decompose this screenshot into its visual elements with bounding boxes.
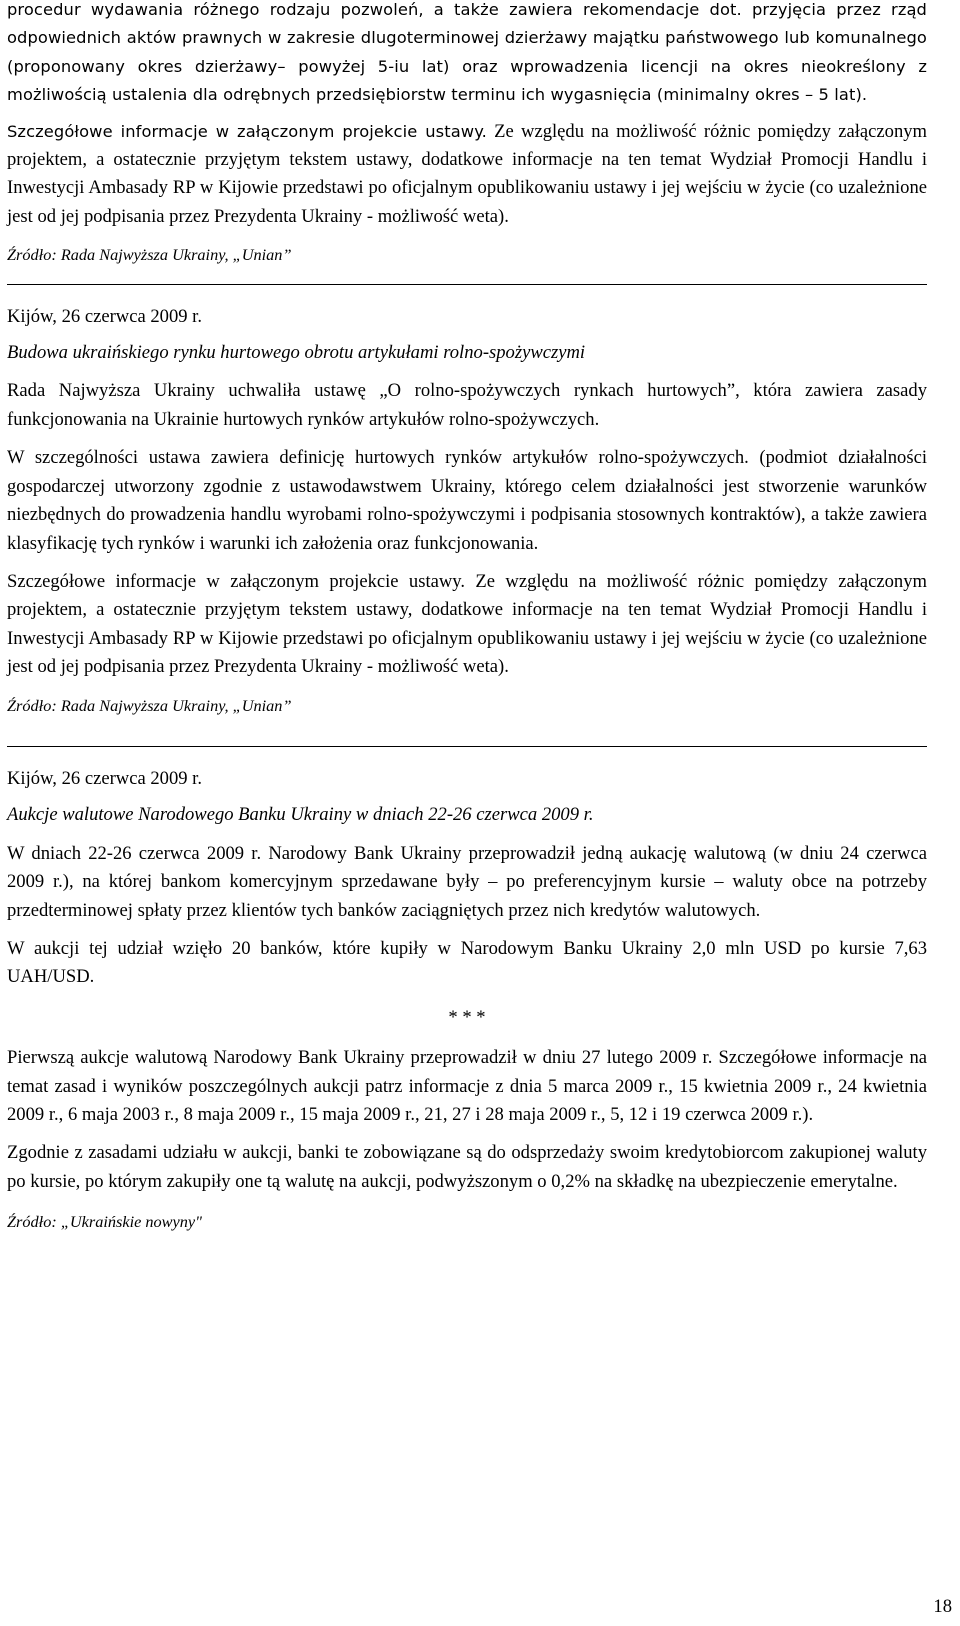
- article-date: Kijów, 26 czerwca 2009 r.: [7, 305, 202, 327]
- article-title: Budowa ukraińskiego rynku hurtowego obrotu artykułami rolno-spożywczymi: [7, 342, 586, 364]
- article-paragraph: Rada Najwyższa Ukrainy uchwaliła ustawę „O rolno-spożywczych rynkach hurtowych”, która zawiera zasady funkcjonowania na Ukrainie hurtowych rynków artykułów rolno-spożywczych.: [7, 380, 927, 430]
- paragraph-continuation: procedur wydawania różnego rodzaju pozwoleń, a także zawiera rekomendacje dot. przyjęcia przez rząd odpowiednich aktów prawnych w zakresie dlugoterminowej dzierżawy majątku państwowego lub komunalnego (proponowany okres dzierżawy– powyżej 5-iu lat) oraz wprowadzenia licencji na okres nieokreślony z możliwością ustalenia dla odrębnych przedsiębiorstw terminu ich wygasnięcia (minimalny okres – 5 lat).: [7, 0, 927, 105]
- section-divider: [7, 284, 927, 285]
- details-note-serif: Ze względu na możliwość różnic pomiędzy załączonym projektem, a ostatecznie przyjętym tekstem ustawy, dodatkowe informacje na ten temat Wydział Promocji Handlu i Inwestycji Ambasady RP w Kijowie przedstawi po oficjalnym opublikowaniu ustawy i jej wejściu w życie (co uzależnione jest od jej podpisania przez Prezydenta Ukrainy - możliwość weta).: [7, 120, 927, 227]
- paragraph-details-note: [7, 118, 927, 232]
- article-paragraph: W szczególności ustawa zawiera definicję hurtowych rynków artykułów rolno-spożywczych. (podmiot działalności gospodarczej utworzony zgodnie z ustawodawstwem Ukrainy, którego celem działalności jest stworzenie warunków niezbędnych do prowadzenia handlu wyrobami rolno-spożywczymi i podpisania stosownych kontraktów), a także zawiera klasyfikację tych rynków i warunki ich założenia oraz funkcjonowania.: [7, 447, 927, 554]
- page-number: 18: [933, 1596, 952, 1617]
- article-paragraph: Zgodnie z zasadami udziału w aukcji, banki te zobowiązane są do odsprzedaży swoim kredytobiorcom zakupionej waluty po kursie, po którym zakupiły one tą walutę na aukcji, podwyższonym o 0,2% na składkę na ubezpieczenie emerytalne.: [7, 1142, 927, 1192]
- article-date: Kijów, 26 czerwca 2009 r.: [7, 767, 202, 789]
- details-note-sans: Szczegółowe informacje w załączonym projekcie ustawy.: [7, 121, 487, 141]
- article-title: Aukcje walutowe Narodowego Banku Ukrainy w dniach 22-26 czerwca 2009 r.: [7, 804, 594, 826]
- section-divider: [7, 746, 927, 747]
- source-line: Źródło: „Ukraińskie nowyny": [7, 1212, 202, 1232]
- article-paragraph: Szczegółowe informacje w załączonym projekcie ustawy. Ze względu na możliwość różnic pomiędzy załączonym projektem, a ostatecznie przyjętym tekstem ustawy, dodatkowe informacje na ten temat Wydział Promocji Handlu i Inwestycji Ambasady RP w Kijowie przedstawi po oficjalnym opublikowaniu ustawy i jej wejściu w życie (co uzależnione jest od jej podpisania przez Prezydenta Ukrainy - możliwość weta).: [7, 570, 927, 678]
- article-paragraph: Pierwszą aukcje walutową Narodowy Bank Ukrainy przeprowadził w dniu 27 lutego 2009 r. Szczegółowe informacje na temat zasad i wyników poszczególnych aukcji patrz informacje z dnia 5 marca 2009 r., 15 kwietnia 2009 r., 24 kwietnia 2009 r., 6 maja 2003 r., 8 maja 2009 r., 15 maja 2009 r., 21, 27 i 28 maja 2009 r., 5, 12 i 19 czerwca 2009 r.).: [7, 1047, 927, 1125]
- source-line: Źródło: Rada Najwyższa Ukrainy, „Unian”: [7, 245, 292, 265]
- article-paragraph: W dniach 22-26 czerwca 2009 r. Narodowy Bank Ukrainy przeprowadził jedną aukację walutową (w dniu 24 czerwca 2009 r.), na której bankom komercyjnym sprzedawane były – po preferencyjnym kursie – waluty obce na potrzeby przedterminowej spłaty przez klientów tych banków zaciągniętych przez nich kredytów walutowych.: [7, 842, 927, 921]
- source-line: Źródło: Rada Najwyższa Ukrainy, „Unian”: [7, 695, 292, 715]
- separator-stars: * * *: [448, 1006, 486, 1028]
- article-paragraph: W aukcji tej udział wzięło 20 banków, które kupiły w Narodowym Banku Ukrainy 2,0 mln USD po kursie 7,63 UAH/USD.: [7, 937, 927, 988]
- document-page: [7, 0, 927, 1237]
